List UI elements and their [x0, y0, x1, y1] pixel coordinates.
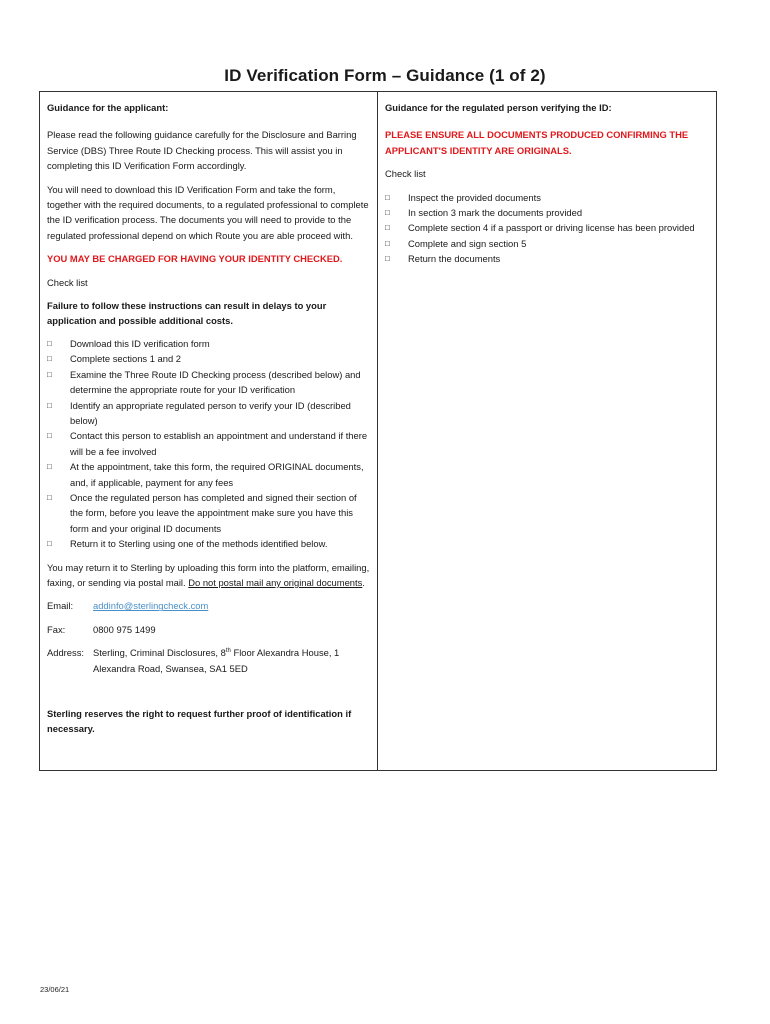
list-item [385, 190, 709, 205]
email-link[interactable]: addinfo@sterlingcheck.com [93, 600, 209, 612]
applicant-checklist-label: Check list [47, 276, 88, 288]
checkbox-icon[interactable]: □ [385, 192, 390, 202]
verifier-heading: Guidance for the regulated person verifying the ID: [385, 102, 612, 113]
return-instructions [47, 560, 370, 591]
list-item [47, 367, 370, 398]
return-period: . [362, 576, 365, 588]
list-item [47, 398, 370, 429]
checkbox-icon[interactable]: □ [47, 539, 52, 549]
list-item [47, 336, 370, 351]
checklist-item-text: In section 3 mark the documents provided [408, 207, 583, 219]
fax-label: Fax: [47, 623, 66, 635]
checklist-item-text: Examine the Three Route ID Checking process (described below) and determine the appropriate route for your ID verification [70, 368, 361, 396]
verifier-checklist [385, 190, 709, 267]
checklist-item-text: Return the documents [408, 253, 501, 265]
checkbox-icon[interactable]: □ [385, 208, 390, 218]
checkbox-icon[interactable]: □ [47, 492, 52, 502]
checklist-item-text: Complete and sign section 5 [408, 237, 527, 249]
address-superscript: th [225, 648, 231, 655]
checkbox-icon[interactable]: □ [47, 400, 52, 410]
fax-number: 0800 975 1499 [93, 623, 156, 635]
checkbox-icon[interactable]: □ [47, 462, 52, 472]
address-part: Sterling, Criminal Disclosures, 8 [93, 647, 226, 659]
charge-warning: YOU MAY BE CHARGED FOR HAVING YOUR IDENTITY CHECKED. [47, 253, 343, 265]
list-item [385, 251, 709, 266]
checklist-item-text: Contact this person to establish an appointment and understand if there will be a fee involved [70, 430, 368, 457]
applicant-checklist [47, 336, 370, 552]
checklist-item-text: Return it to Sterling using one of the methods identified below. [70, 538, 328, 550]
list-item [47, 428, 370, 459]
checklist-item-text: At the appointment, take this form, the required ORIGINAL documents, and, if applicable, payment for any fees [70, 461, 364, 488]
spacer [47, 684, 370, 706]
list-item [385, 236, 709, 251]
list-item [47, 490, 370, 536]
fax-row [47, 622, 370, 637]
return-warning: Do not postal mail any original documents [188, 576, 363, 588]
page-title: ID Verification Form – Guidance (1 of 2) [224, 66, 546, 85]
address-part: Floor Alexandra House, 1 Alexandra Road, Swansea, SA1 5ED [93, 647, 340, 674]
applicant-heading: Guidance for the applicant: [47, 102, 169, 113]
checkbox-icon[interactable]: □ [47, 431, 52, 441]
list-item [47, 536, 370, 551]
footer-date: 23/06/21 [40, 985, 70, 994]
address-row [47, 645, 370, 676]
checklist-item-text: Once the regulated person has completed and signed their section of the form, before you leave the appointment make sure you have this form and your original ID documents [70, 491, 357, 534]
checklist-item-text: Complete sections 1 and 2 [70, 353, 182, 365]
checklist-item-text: Identify an appropriate regulated person to verify your ID (described below) [70, 399, 351, 426]
list-item [47, 351, 370, 366]
failure-note: Failure to follow these instructions can result in delays to your application and possible additional costs. [47, 300, 327, 327]
checkbox-icon[interactable]: □ [385, 223, 390, 233]
applicant-intro: Please read the following guidance carefully for the Disclosure and Barring Service (DBS) Three Route ID Checking process. This will assist you in completing this ID Verification Form accordingly. [47, 129, 357, 172]
checkbox-icon[interactable]: □ [47, 338, 52, 348]
guidance-table [39, 91, 717, 771]
checkbox-icon[interactable]: □ [47, 369, 52, 379]
applicant-guidance-column [40, 92, 378, 770]
checkbox-icon[interactable]: □ [385, 254, 390, 264]
checklist-item-text: Complete section 4 if a passport or driving license has been provided [408, 222, 695, 234]
checklist-item-text: Inspect the provided documents [408, 191, 541, 203]
address-value [93, 645, 370, 676]
list-item [385, 220, 709, 235]
address-label: Address: [47, 647, 84, 659]
verifier-guidance-column [378, 92, 716, 770]
email-label: Email: [47, 600, 74, 612]
list-item [47, 459, 370, 490]
final-note: Sterling reserves the right to request further proof of identification if necessary. [47, 708, 352, 735]
list-item [385, 205, 709, 220]
checkbox-icon[interactable]: □ [47, 354, 52, 364]
checkbox-icon[interactable]: □ [385, 238, 390, 248]
checklist-item-text: Download this ID verification form [70, 337, 210, 349]
verifier-checklist-label: Check list [385, 168, 426, 180]
email-row [47, 598, 370, 613]
return-text: You may return it to Sterling by uploading this form into the platform, emailing, faxing, or sending via postal mail. [47, 561, 370, 588]
originals-warning: PLEASE ENSURE ALL DOCUMENTS PRODUCED CONFIRMING THE APPLICANT'S IDENTITY ARE ORIGINALS. [385, 129, 689, 156]
download-note: You will need to download this ID Verification Form and take the form, together with the required documents, to a regulated professional to complete the ID verification process. The documents you will need to provide to the regulated professional depend on which Route you are able proceed with. [47, 183, 369, 241]
